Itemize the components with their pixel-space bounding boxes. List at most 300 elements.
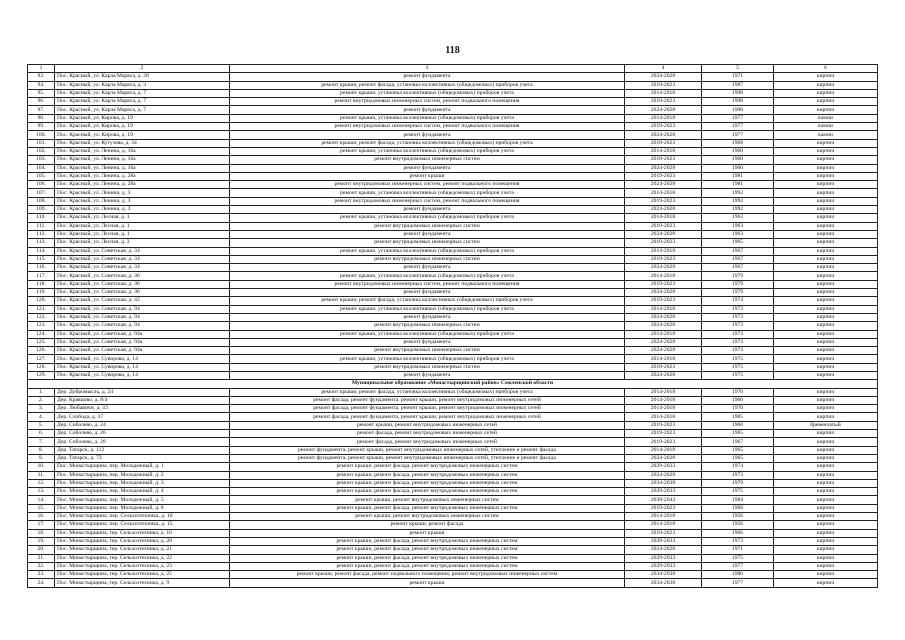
work-types: ремонт крыши, ремонт внутридомовых инженерных сетей — [230, 421, 625, 429]
row-number: 128. — [28, 363, 55, 371]
build-year: 1974 — [702, 297, 774, 305]
work-types: ремонт внутридомовых инженерных систем — [230, 322, 625, 330]
period: 2029-2033 — [625, 537, 702, 545]
period: 2014-2018 — [625, 305, 702, 313]
build-year: 1977 — [702, 131, 774, 139]
row-number: 107. — [28, 189, 55, 197]
table-row — [28, 529, 878, 537]
wall-material: кирпич — [774, 280, 878, 288]
row-number: 18. — [28, 529, 55, 537]
build-year: 1973 — [702, 322, 774, 330]
build-year: 1979 — [702, 272, 774, 280]
row-number: 99. — [28, 123, 55, 131]
address: Пос. Монастырщина, пер. Молодежный, д. 3 — [55, 479, 230, 487]
wall-material: кирпич — [774, 197, 878, 205]
table-row — [28, 363, 878, 371]
period: 2019-2023 — [625, 156, 702, 164]
table-row — [28, 571, 878, 579]
build-year: 1977 — [702, 114, 774, 122]
work-types: ремонт крыши, ремонт внутридомовых инженерных систем — [230, 513, 625, 521]
period: 2014-2018 — [625, 413, 702, 421]
wall-material: кирпич — [774, 571, 878, 579]
wall-material: кирпич — [774, 471, 878, 479]
table-row — [28, 73, 878, 81]
period: 2019-2023 — [625, 98, 702, 106]
wall-material: кирпич — [774, 504, 878, 512]
build-year: 1956 — [702, 521, 774, 529]
table-row — [28, 313, 878, 321]
build-year: 1992 — [702, 189, 774, 197]
build-year: 1963 — [702, 222, 774, 230]
table-row — [28, 264, 878, 272]
build-year: 1975 — [702, 355, 774, 363]
row-number: 12. — [28, 479, 55, 487]
table-row — [28, 189, 878, 197]
period: 2014-2018 — [625, 214, 702, 222]
address: Дер. Добромысль, д. 24 — [55, 388, 230, 396]
row-number: 98. — [28, 114, 55, 122]
table-row — [28, 247, 878, 255]
row-number: 109. — [28, 206, 55, 214]
work-types: ремонт крыши, ремонт фасада, установка коллективных (общедомовых) приборов учета — [230, 388, 625, 396]
table-row — [28, 289, 878, 297]
build-year: 1967 — [702, 247, 774, 255]
build-year: 1968 — [702, 504, 774, 512]
table-row — [28, 405, 878, 413]
period: 2019-2023 — [625, 529, 702, 537]
wall-material: кирпич — [774, 289, 878, 297]
work-types: ремонт фундамента — [230, 230, 625, 238]
work-types: ремонт крыши, ремонт фасада, ремонт внутридомовых инженерных систем — [230, 479, 625, 487]
period: 2014-2018 — [625, 446, 702, 454]
wall-material: кирпич — [774, 322, 878, 330]
build-year: 1977 — [702, 123, 774, 131]
address: Пос. Красный, ул. Карла Маркса, д. 7 — [55, 106, 230, 114]
period: 2024-2028 — [625, 230, 702, 238]
table-row — [28, 197, 878, 205]
table-row — [28, 579, 878, 587]
wall-material: кирпич — [774, 222, 878, 230]
table-row — [28, 305, 878, 313]
row-number: 110. — [28, 214, 55, 222]
address: Пос. Красный, ул. Советская, д. 94а — [55, 347, 230, 355]
period: 2029-2033 — [625, 554, 702, 562]
work-types: ремонт крыши, установка коллективных (общедомовых) приборов учета — [230, 89, 625, 97]
wall-material: кирпич — [774, 297, 878, 305]
row-number: 16. — [28, 513, 55, 521]
period: 2014-2018 — [625, 272, 702, 280]
row-number: 124. — [28, 330, 55, 338]
address: Пос. Красный, ул. Карла Маркса, д. 7 — [55, 98, 230, 106]
period: 2024-2028 — [625, 454, 702, 462]
wall-material: кирпич — [774, 156, 878, 164]
work-types: ремонт фундамента — [230, 313, 625, 321]
work-types: ремонт крыши, установка коллективных (общедомовых) приборов учета — [230, 189, 625, 197]
work-types: ремонт фасада, ремонт фундамента, ремонт крыши, ремонт внутридомовых инженерных сетей — [230, 405, 625, 413]
work-types: ремонт внутридомовых инженерных систем — [230, 363, 625, 371]
table-row — [28, 446, 878, 454]
period: 2014-2018 — [625, 521, 702, 529]
address: Пос. Красный, ул. Ленина, д. 28а — [55, 181, 230, 189]
address: Пос. Монастырщина, тер. Сельхозтехника, д. 22 — [55, 554, 230, 562]
row-number: 113. — [28, 239, 55, 247]
period: 2014-2018 — [625, 388, 702, 396]
address: Пос. Красный, ул. Советская, д. 94а — [55, 330, 230, 338]
build-year: 1973 — [702, 313, 774, 321]
build-year: 1968 — [702, 139, 774, 147]
work-types: ремонт крыши, ремонт фасада, ремонт подвального помещения, ремонт внутридомовых инженерных систем — [230, 571, 625, 579]
build-year: 1979 — [702, 289, 774, 297]
table-row — [28, 106, 878, 114]
table-row — [28, 123, 878, 131]
wall-material: кирпич — [774, 305, 878, 313]
row-number: 118. — [28, 280, 55, 288]
table-row — [28, 421, 878, 429]
row-number: 7. — [28, 438, 55, 446]
work-types: ремонт фасада, ремонт внутридомовых инженерных сетей — [230, 430, 625, 438]
table-row — [28, 330, 878, 338]
row-number: 108. — [28, 197, 55, 205]
address: Пос. Монастырщина, тер. Сельхозтехника, д. 25 — [55, 571, 230, 579]
work-types: ремонт крыши, ремонт фасада, ремонт внутридомовых инженерных систем — [230, 504, 625, 512]
address: Пос. Красный, ул. Кутузова, д. 34 — [55, 139, 230, 147]
address: Пос. Монастырщина, пер. Сельхозтехника, д. 10 — [55, 513, 230, 521]
wall-material: кирпич — [774, 330, 878, 338]
period: 2014-2018 — [625, 355, 702, 363]
table-row — [28, 139, 878, 147]
address: Пос. Красный, ул. Ленина, д. 3 — [55, 197, 230, 205]
table-row — [28, 131, 878, 139]
build-year: 1970 — [702, 405, 774, 413]
row-number: 100. — [28, 131, 55, 139]
wall-material: кирпич — [774, 413, 878, 421]
work-types: ремонт крыши, установка коллективных (общедомовых) приборов учета — [230, 147, 625, 155]
table-row — [28, 81, 878, 89]
wall-material: кирпич — [774, 106, 878, 114]
build-year: 1960 — [702, 164, 774, 172]
address: Пос. Красный, ул. Советская, д. 94 — [55, 305, 230, 313]
table-row — [28, 347, 878, 355]
row-number: 106. — [28, 181, 55, 189]
build-year: 1967 — [702, 255, 774, 263]
address: Пос. Красный, ул. Лесная, д. 1 — [55, 230, 230, 238]
row-number: 121. — [28, 305, 55, 313]
period: 2014-2018 — [625, 147, 702, 155]
work-types: ремонт внутридомовых инженерных систем — [230, 239, 625, 247]
address: Пос. Красный, ул. Советская, д. 36 — [55, 280, 230, 288]
work-types: ремонт внутридомовых инженерных систем — [230, 156, 625, 164]
table-row — [28, 371, 878, 379]
build-year: 1973 — [702, 338, 774, 346]
wall-material: кирпич — [774, 239, 878, 247]
build-year: 1971 — [702, 546, 774, 554]
build-year: 1970 — [702, 388, 774, 396]
period: 2014-2018 — [625, 189, 702, 197]
period: 2024-2028 — [625, 106, 702, 114]
build-year: 1971 — [702, 73, 774, 81]
row-number: 24. — [28, 579, 55, 587]
row-number: 126. — [28, 347, 55, 355]
work-types: ремонт фундамента — [230, 289, 625, 297]
period: 2014-2018 — [625, 114, 702, 122]
period: 2019-2023 — [625, 421, 702, 429]
address: Пос. Монастырщина, тер. Сельхозтехника, д. 20 — [55, 537, 230, 545]
wall-material: кирпич — [774, 529, 878, 537]
row-number: 2. — [28, 396, 55, 404]
period: 2019-2023 — [625, 504, 702, 512]
address: Пос. Красный, ул. Кирова, д. 19 — [55, 123, 230, 131]
period: 2024-2028 — [625, 471, 702, 479]
period: 2014-2018 — [625, 405, 702, 413]
work-types: ремонт крыши, установка коллективных (общедомовых) приборов учета — [230, 330, 625, 338]
address: Пос. Монастырщина, пер. Молодежный, д. 1 — [55, 463, 230, 471]
address: Пос. Красный, ул. Советская, д. 34 — [55, 247, 230, 255]
row-number: 6. — [28, 430, 55, 438]
build-year: 1974 — [702, 463, 774, 471]
work-types: ремонт крыши, ремонт фасада, ремонт внутридомовых инженерных систем — [230, 537, 625, 545]
work-types: ремонт фундамента — [230, 73, 625, 81]
work-types: ремонт внутридомовых инженерных систем, ремонт подвального помещения — [230, 197, 625, 205]
address: Пос. Красный, ул. Ленина, д. 16а — [55, 147, 230, 155]
row-number: 20. — [28, 546, 55, 554]
wall-material: кирпич — [774, 264, 878, 272]
work-types: ремонт крыши, ремонт фасада, ремонт внутридомовых инженерных систем — [230, 463, 625, 471]
build-year: 1973 — [702, 330, 774, 338]
build-year: 1963 — [702, 230, 774, 238]
row-number: 105. — [28, 172, 55, 180]
period: 2024-2028 — [625, 131, 702, 139]
period: 2019-2023 — [625, 81, 702, 89]
address: Дер. Татарск, д. 73 — [55, 454, 230, 462]
wall-material: камни — [774, 131, 878, 139]
wall-material: кирпич — [774, 488, 878, 496]
work-types: ремонт фундамента, ремонт крыши, ремонт внутридомовых инженерных сетей, утепление и ремонт фасада — [230, 446, 625, 454]
table-row — [28, 338, 878, 346]
column-number: 1 — [28, 65, 55, 73]
work-types: ремонт крыши, установка коллективных (общедомовых) приборов учета — [230, 214, 625, 222]
row-number: 116. — [28, 264, 55, 272]
build-year: 1977 — [702, 579, 774, 587]
table-row — [28, 181, 878, 189]
address: Дер. Любавичи, д. 33 — [55, 405, 230, 413]
wall-material: кирпич — [774, 537, 878, 545]
table-row — [28, 454, 878, 462]
wall-material: кирпич — [774, 405, 878, 413]
wall-material: кирпич — [774, 521, 878, 529]
period: 2019-2023 — [625, 430, 702, 438]
row-number: 93. — [28, 73, 55, 81]
work-types: ремонт крыши, установка коллективных (общедомовых) приборов учета — [230, 247, 625, 255]
wall-material: кирпич — [774, 272, 878, 280]
table-row — [28, 156, 878, 164]
period: 2024-2028 — [625, 546, 702, 554]
period: 2019-2023 — [625, 197, 702, 205]
row-number: 112. — [28, 230, 55, 238]
build-year: 1973 — [702, 305, 774, 313]
period: 2024-2028 — [625, 371, 702, 379]
row-number: 10. — [28, 463, 55, 471]
wall-material: кирпич — [774, 313, 878, 321]
address: Пос. Красный, ул. Советская, д. 42 — [55, 297, 230, 305]
period: 2019-2023 — [625, 123, 702, 131]
build-year: 1992 — [702, 197, 774, 205]
wall-material: кирпич — [774, 454, 878, 462]
build-year: 1992 — [702, 206, 774, 214]
address: Пос. Красный, ул. Ленина, д. 28а — [55, 172, 230, 180]
table-row — [28, 388, 878, 396]
work-types: ремонт фасада, ремонт фундамента, ремонт крыши, ремонт внутридомовых инженерных сетей — [230, 396, 625, 404]
build-year: 1981 — [702, 172, 774, 180]
row-number: 14. — [28, 496, 55, 504]
address: Пос. Красный, ул. Кирова, д. 19 — [55, 114, 230, 122]
wall-material: кирпич — [774, 371, 878, 379]
row-number: 23. — [28, 571, 55, 579]
build-year: 1965 — [702, 454, 774, 462]
address: Пос. Красный, ул. Советская, д. 94 — [55, 322, 230, 330]
table-row — [28, 537, 878, 545]
column-number: 5 — [702, 65, 774, 73]
build-year: 1973 — [702, 471, 774, 479]
row-number: 94. — [28, 81, 55, 89]
work-types: ремонт фундамента — [230, 264, 625, 272]
wall-material: кирпич — [774, 438, 878, 446]
build-year: 1963 — [702, 214, 774, 222]
period: 2034-2038 — [625, 579, 702, 587]
build-year: 1980 — [702, 571, 774, 579]
build-year: 1975 — [702, 363, 774, 371]
column-number: 3 — [230, 65, 625, 73]
row-number: 123. — [28, 322, 55, 330]
row-number: 129. — [28, 371, 55, 379]
table-row — [28, 430, 878, 438]
build-year: 1965 — [702, 239, 774, 247]
address: Дер. Слобода, д. 37 — [55, 413, 230, 421]
address: Пос. Монастырщина, тер. Сельхозтехника, д. 16 — [55, 529, 230, 537]
address: Пос. Красный, ул. Суворова, д. 14 — [55, 363, 230, 371]
wall-material: кирпич — [774, 214, 878, 222]
wall-material: кирпич — [774, 363, 878, 371]
work-types: ремонт крыши, ремонт фасада, установка коллективных (общедомовых) приборов учета — [230, 139, 625, 147]
build-year: 1966 — [702, 529, 774, 537]
build-year: 1981 — [702, 181, 774, 189]
period: 2024-2028 — [625, 164, 702, 172]
wall-material: бревенчатый — [774, 421, 878, 429]
work-types: ремонт внутридомовых инженерных систем — [230, 255, 625, 263]
table-body — [28, 65, 878, 588]
table-row — [28, 463, 878, 471]
row-number: 103. — [28, 156, 55, 164]
row-number: 102. — [28, 147, 55, 155]
address: Пос. Монастырщина, пер. Молодежный, д. 8 — [55, 504, 230, 512]
work-types: ремонт крыши, ремонт внутридомовых инженерных систем — [230, 496, 625, 504]
work-types: ремонт фундамента — [230, 338, 625, 346]
address: Пос. Монастырщина, пер. Молодежный, д. 4 — [55, 488, 230, 496]
row-number: 21. — [28, 554, 55, 562]
build-year: 1973 — [702, 537, 774, 545]
row-number: 119. — [28, 289, 55, 297]
address: Дер. Кравцово, д. 8/4 — [55, 396, 230, 404]
build-year: 1973 — [702, 347, 774, 355]
work-types: ремонт внутридомовых инженерных систем, ремонт подвального помещения — [230, 280, 625, 288]
work-types: ремонт крыши, ремонт фасада — [230, 521, 625, 529]
row-number: 104. — [28, 164, 55, 172]
table-row — [28, 471, 878, 479]
row-number: 115. — [28, 255, 55, 263]
wall-material: кирпич — [774, 73, 878, 81]
address: Пос. Красный, ул. Советская, д. 34 — [55, 264, 230, 272]
period: 2019-2023 — [625, 139, 702, 147]
work-types: ремонт внутридомовых инженерных систем, ремонт подвального помещения — [230, 123, 625, 131]
row-number: 127. — [28, 355, 55, 363]
build-year: 1998 — [702, 89, 774, 97]
build-year: 1979 — [702, 479, 774, 487]
period: 2019-2023 — [625, 172, 702, 180]
period: 2024-2028 — [625, 289, 702, 297]
address: Пос. Красный, ул. Кирова, д. 19 — [55, 131, 230, 139]
work-types: ремонт крыши, установка коллективных (общедомовых) приборов учета — [230, 272, 625, 280]
period: 2024-2028 — [625, 322, 702, 330]
build-year: 1975 — [702, 488, 774, 496]
row-number: 8. — [28, 446, 55, 454]
housing-repair-table — [27, 64, 878, 588]
row-number: 22. — [28, 562, 55, 570]
row-number: 117. — [28, 272, 55, 280]
build-year: 1960 — [702, 421, 774, 429]
wall-material: кирпич — [774, 513, 878, 521]
address: Дер. Соболево, д. 26 — [55, 430, 230, 438]
work-types: ремонт крыши — [230, 579, 625, 587]
period: 2014-2018 — [625, 89, 702, 97]
table-row — [28, 297, 878, 305]
table-row — [28, 172, 878, 180]
address: Дер. Соболево, д. 28 — [55, 438, 230, 446]
table-row — [28, 546, 878, 554]
address: Пос. Красный, ул. Карла Маркса, д. 7 — [55, 89, 230, 97]
work-types: ремонт крыши, установка коллективных (общедомовых) приборов учета — [230, 305, 625, 313]
period: 2019-2023 — [625, 222, 702, 230]
address: Пос. Красный, ул. Советская, д. 36 — [55, 272, 230, 280]
work-types: ремонт фундамента — [230, 106, 625, 114]
period: 2014-2018 — [625, 330, 702, 338]
address: Пос. Красный, ул. Советская, д. 36 — [55, 289, 230, 297]
build-year: 1967 — [702, 264, 774, 272]
build-year: 1960 — [702, 147, 774, 155]
period: 2024-2028 — [625, 181, 702, 189]
address: Пос. Красный, ул. Советская, д. 94а — [55, 338, 230, 346]
build-year: 1965 — [702, 430, 774, 438]
row-number: 97. — [28, 106, 55, 114]
wall-material: кирпич — [774, 98, 878, 106]
build-year: 1956 — [702, 513, 774, 521]
work-types: ремонт фундамента — [230, 206, 625, 214]
address: Пос. Монастырщина, пер. Молодежный, д. 2 — [55, 471, 230, 479]
wall-material: кирпич — [774, 355, 878, 363]
build-year: 1967 — [702, 438, 774, 446]
work-types: ремонт фундамента — [230, 164, 625, 172]
wall-material: кирпич — [774, 81, 878, 89]
build-year: 1985 — [702, 413, 774, 421]
build-year: 1977 — [702, 562, 774, 570]
period: 2019-2023 — [625, 363, 702, 371]
table-row — [28, 496, 878, 504]
row-number: 13. — [28, 488, 55, 496]
wall-material: камни — [774, 114, 878, 122]
work-types: ремонт крыши, ремонт фасада, ремонт внутридомовых инженерных систем — [230, 471, 625, 479]
work-types: ремонт крыши, установка коллективных (общедомовых) приборов учета — [230, 355, 625, 363]
address: Пос. Красный, ул. Советская, д. 94 — [55, 313, 230, 321]
row-number: 19. — [28, 537, 55, 545]
wall-material: кирпич — [774, 430, 878, 438]
